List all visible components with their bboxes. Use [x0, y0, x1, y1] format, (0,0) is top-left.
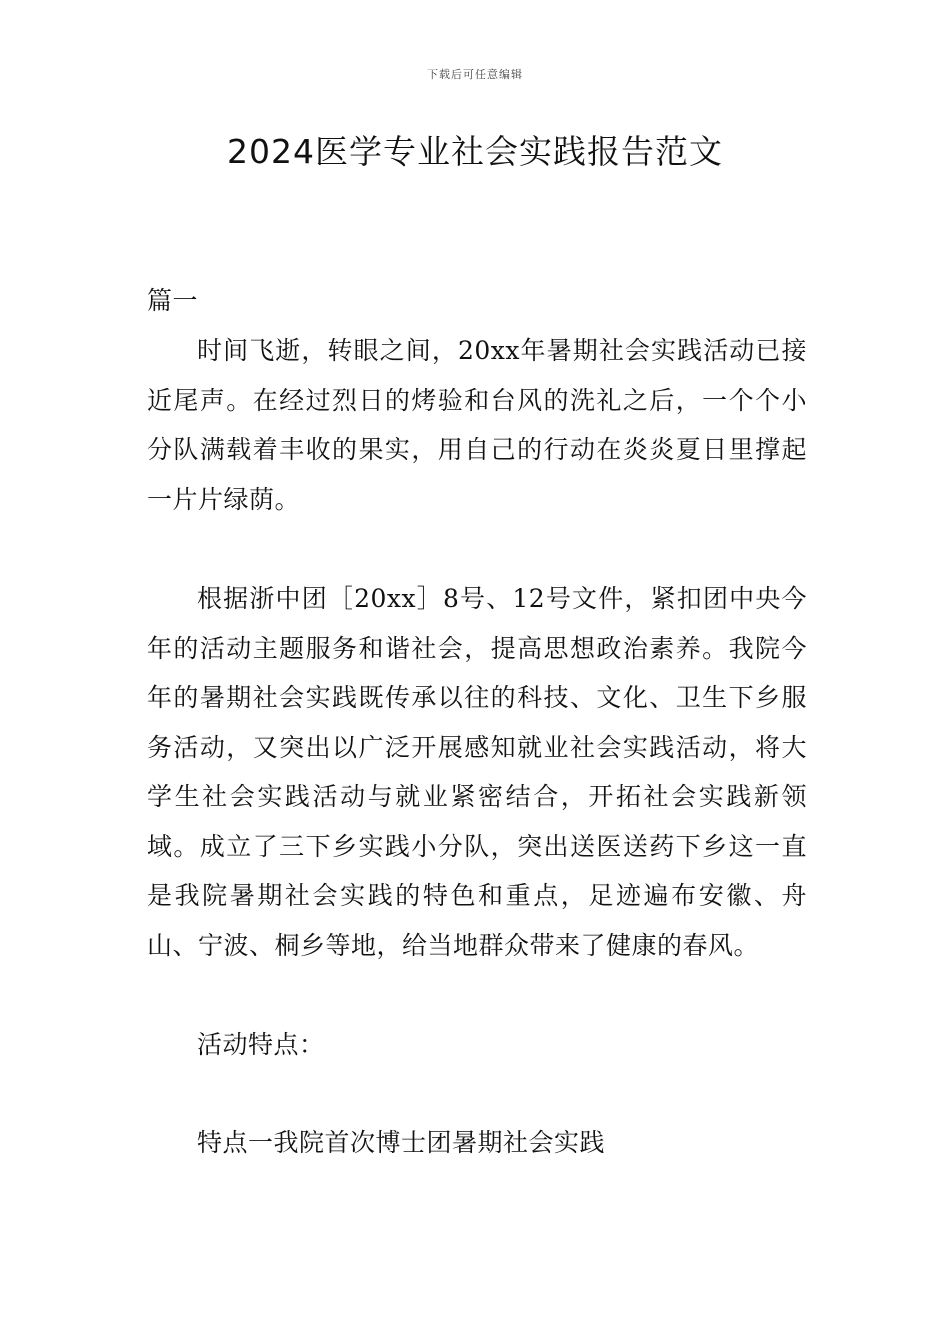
paragraph-feature-one: 特点一我院首次博士团暑期社会实践 — [197, 1128, 606, 1157]
section-label: 篇一 — [147, 286, 199, 315]
paragraph-intro: 时间飞逝，转眼之间，20xx年暑期社会实践活动已接近尾声。在经过烈日的烤验和台风的洗礼之后，一个个小分队满载着丰收的果实，用自己的行动在炎炎夏日里撑起一片片绿荫。 — [147, 336, 807, 514]
paragraph-activity-features-heading: 活动特点： — [197, 1030, 325, 1059]
document-title: 2024医学专业社会实践报告范文 — [227, 132, 723, 171]
header-note: 下载后可任意编辑 — [427, 68, 523, 81]
paragraph-background: 根据浙中团［20xx］8号、12号文件，紧扣团中央今年的活动主题服务和谐社会，提高思想政治素养。我院今年的暑期社会实践既传承以往的科技、文化、卫生下乡服务活动，又突出以广泛开展感知就业社会实践活动，将大学生社会实践活动与就业紧密结合，开拓社会实践新领域。成立了三下乡实践小分队，突出送医送药下乡这一直是我院暑期社会实践的特色和重点，足迹遍布安徽、舟山、宁波、桐乡等地，给当地群众带来了健康的春风。 — [147, 584, 807, 960]
